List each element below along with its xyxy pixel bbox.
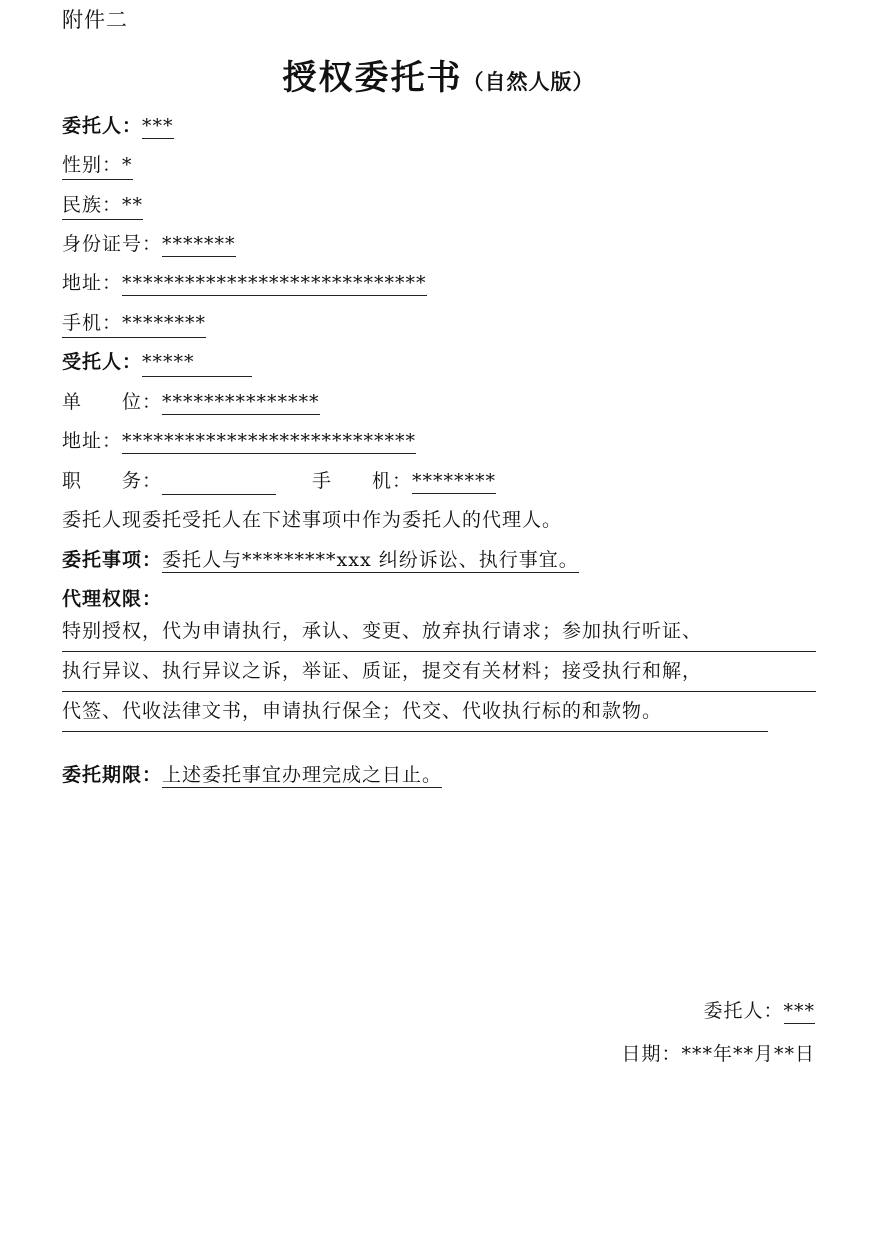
authority-line: 执行异议、执行异议之诉，举证、质证，提交有关材料；接受执行和解， xyxy=(62,652,816,692)
agent-label: 受托人： xyxy=(62,351,143,373)
principal-address-row xyxy=(62,270,427,296)
matter-row xyxy=(62,547,579,573)
agent-phone-label: 手 机： xyxy=(312,470,413,492)
ethnicity-label: 民族： xyxy=(62,194,123,216)
matter-value: 委托人与*********xxx 纠纷诉讼、执行事宜。 xyxy=(162,549,579,571)
principal-name: *** xyxy=(142,115,174,137)
document-title xyxy=(0,50,877,99)
id-row xyxy=(62,231,236,257)
date-row xyxy=(621,1041,815,1067)
agent-address-label: 地址： xyxy=(62,430,123,452)
date-label: 日期： xyxy=(621,1043,682,1065)
id-label: 身份证号： xyxy=(62,233,163,255)
agent-position-value xyxy=(162,474,276,495)
term-row xyxy=(62,762,442,788)
date-value: ***年**月**日 xyxy=(681,1043,815,1065)
signature-label: 委托人： xyxy=(703,1000,784,1022)
principal-address-value: ***************************** xyxy=(122,272,427,294)
matter-label: 委托事项： xyxy=(62,549,163,571)
annex-label: 附件二 xyxy=(62,8,128,32)
authority-line: 特别授权，代为申请执行，承认、变更、放弃执行请求；参加执行听证、 xyxy=(62,612,816,652)
agent-position-row xyxy=(62,468,496,495)
title-main: 授权委托书 xyxy=(282,58,463,98)
agent-name: ***** xyxy=(142,349,252,377)
signature-row xyxy=(703,998,815,1024)
agent-unit-value: *************** xyxy=(162,391,320,413)
term-label: 委托期限： xyxy=(62,764,163,786)
principal-label: 委托人： xyxy=(62,115,143,137)
ethnicity-row xyxy=(62,192,143,220)
gender-row xyxy=(62,152,133,180)
principal-row xyxy=(62,113,174,139)
authority-paragraph xyxy=(62,612,816,732)
delegation-statement: 委托人现委托受托人在下述事项中作为委托人的代理人。 xyxy=(62,509,563,531)
agent-phone-value: ******** xyxy=(412,470,497,492)
agent-unit-row xyxy=(62,389,320,415)
principal-address-label: 地址： xyxy=(62,272,123,294)
term-value: 上述委托事宜办理完成之日止。 xyxy=(162,764,443,786)
principal-phone-label: 手机： xyxy=(62,312,123,334)
id-value: ******* xyxy=(162,233,236,255)
gender-value: * xyxy=(122,154,133,176)
gender-label: 性别： xyxy=(62,154,123,176)
agent-position-label: 职 务： xyxy=(62,470,163,492)
agent-row xyxy=(62,349,252,377)
agent-unit-label: 单 位： xyxy=(62,391,163,413)
signature-name: *** xyxy=(783,1000,815,1022)
authority-label: 代理权限： xyxy=(62,588,163,610)
ethnicity-value: ** xyxy=(122,194,144,216)
agent-address-value: **************************** xyxy=(122,430,417,452)
title-suffix: （自然人版） xyxy=(462,69,595,94)
authority-line: 代签、代收法律文书，申请执行保全；代交、代收执行标的和款物。 xyxy=(62,692,768,732)
principal-phone-value: ******** xyxy=(122,312,207,334)
agent-address-row xyxy=(62,428,416,454)
principal-phone-row xyxy=(62,310,206,338)
